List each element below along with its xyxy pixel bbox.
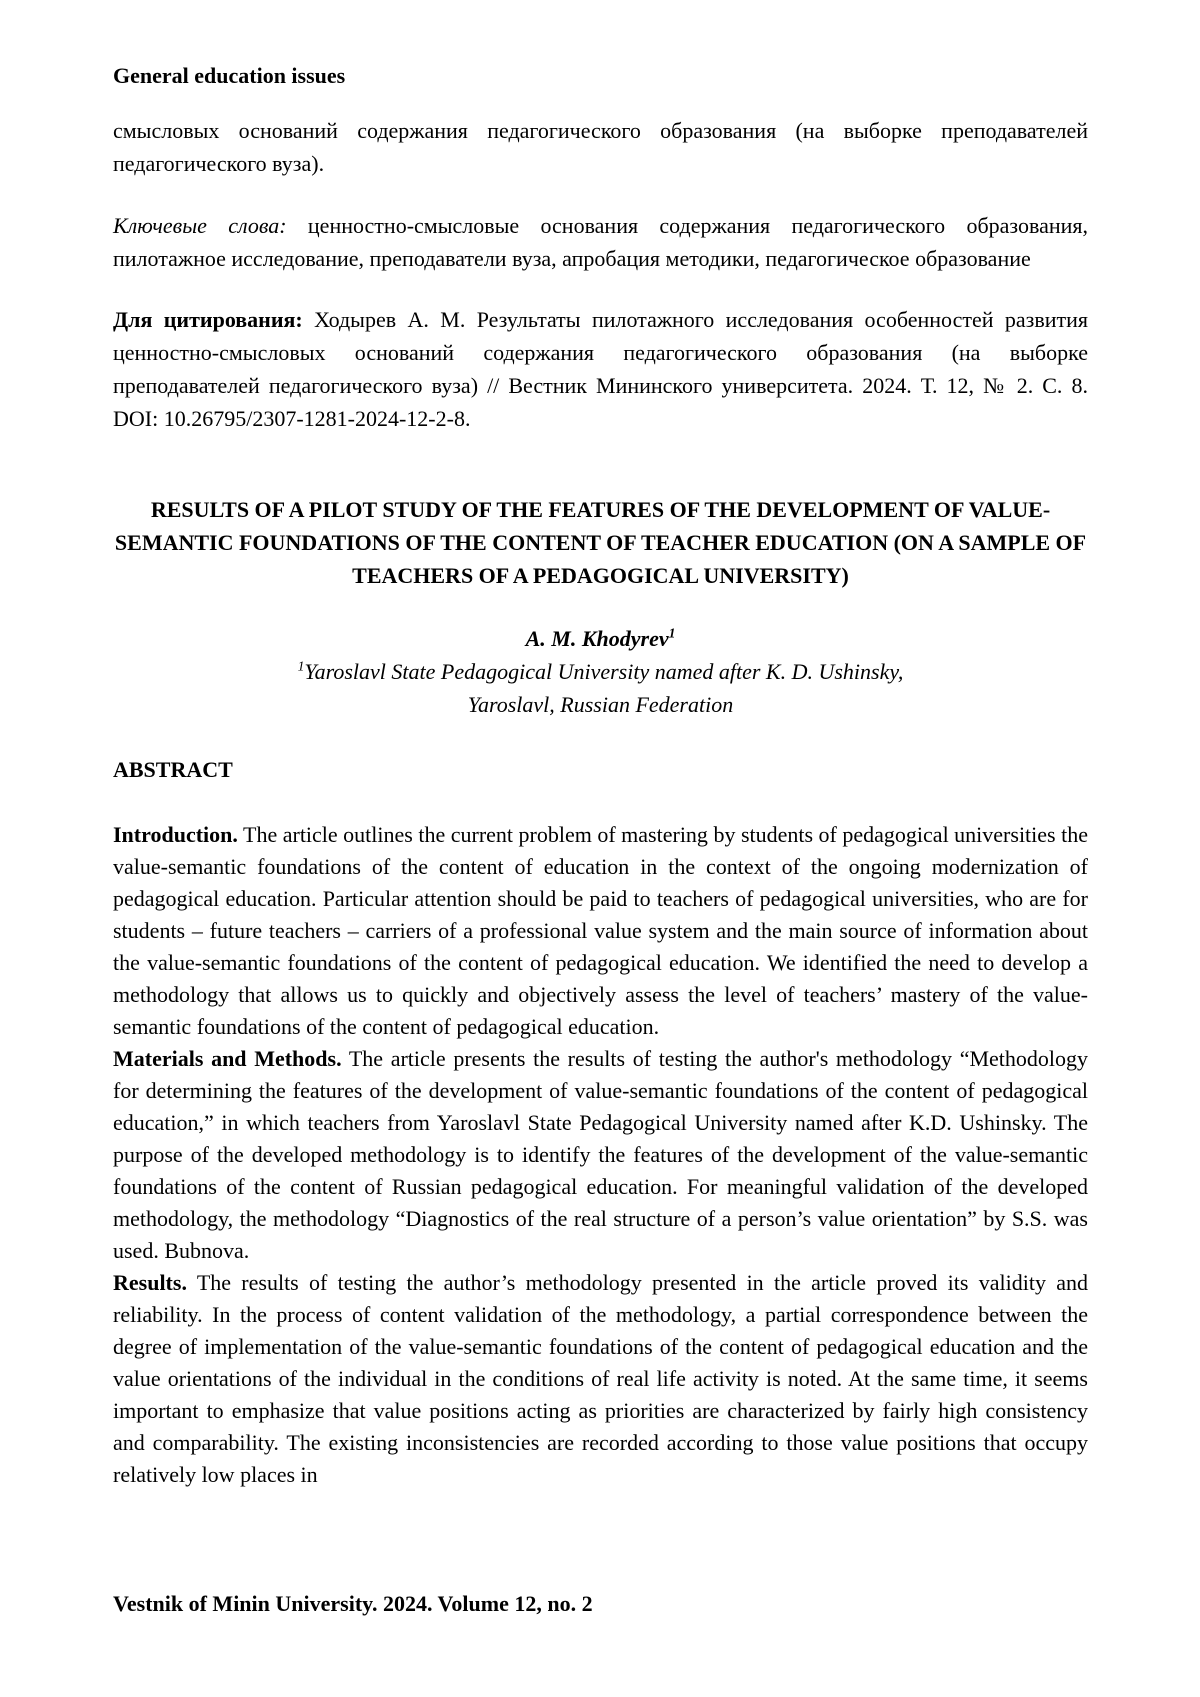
affiliation-line-1 xyxy=(113,655,1088,688)
affiliation-line-1-text: Yaroslavl State Pedagogical University named after K. D. Ushinsky, xyxy=(304,659,904,684)
byline-block xyxy=(113,622,1088,721)
citation-text: Ходырев А. М. Результаты пилотажного исследования особенностей развития ценностно-смысловых оснований содержания педагогического образования (на выборке преподавателей педагогического вуза) // Вестник Мининского университета. 2024. Т. 12, № 2. С. 8. DOI: 10.26795/2307-1281-2024-12-2-8. xyxy=(113,307,1088,431)
author-name-text: A. M. Khodyrev xyxy=(525,626,669,651)
keywords-label: Ключевые слова: xyxy=(113,213,287,238)
page-footer: Vestnik of Minin University. 2024. Volume 12, no. 2 xyxy=(113,1591,593,1616)
article-title: RESULTS OF A PILOT STUDY OF THE FEATURES OF THE DEVELOPMENT OF VALUE-SEMANTIC FOUNDATIONS OF THE CONTENT OF TEACHER EDUCATION (ON A SAMPLE OF TEACHERS OF A PEDAGOGICAL UNIVERSITY) xyxy=(114,497,1087,588)
abstract-materials-methods-label: Materials and Methods. xyxy=(113,1046,342,1071)
abstract-results-label: Results. xyxy=(113,1270,187,1295)
abstract-materials-methods-text: The article presents the results of testing the author's methodology “Methodology for determining the features of the development of value-semantic foundations of the content of pedagogical education,” in which teachers from Yaroslavl State Pedagogical University named after K.D. Ushinsky. The purpose of the developed methodology is to identify the features of the development of the value-semantic foundations of the content of Russian pedagogical education. For meaningful validation of the developed methodology, the methodology “Diagnostics of the real structure of a person’s value orientation” by S.S. was used. Bubnova. xyxy=(113,1046,1089,1263)
author-name xyxy=(113,622,1088,655)
abstract-heading: ABSTRACT xyxy=(113,757,233,782)
keywords-text: ценностно-смысловые основания содержания педагогического образования, пилотажное исследование, преподаватели вуза, апробация методики, педагогическое образование xyxy=(113,213,1089,271)
abstract-introduction-text: The article outlines the current problem of mastering by students of pedagogical universities the value-semantic foundations of the content of education in the context of the ongoing modernization of pedagogical education. Particular attention should be paid to teachers of pedagogical universities, who are for students – future teachers – carriers of a professional value system and the main source of information about the value-semantic foundations of the content of pedagogical education. We identified the need to develop a methodology that allows us to quickly and objectively assess the level of teachers’ mastery of the value-semantic foundations of the content of pedagogical education. xyxy=(113,822,1088,1039)
affiliation-superscript: 1 xyxy=(297,658,305,674)
keywords-paragraph xyxy=(113,209,1088,275)
abstract-results-text: The results of testing the author’s methodology presented in the article proved its validity and reliability. In the process of content validation of the methodology, a partial correspondence between the degree of implementation of the value-semantic foundations of the content of pedagogical education and the value orientations of the individual in the conditions of real life activity is noted. At the same time, it seems important to emphasize that value positions acting as priorities are characterized by fairly high consistency and comparability. The existing inconsistencies are recorded according to those value positions that occupy relatively low places in xyxy=(113,1270,1088,1487)
page-content xyxy=(113,0,1088,1491)
author-superscript: 1 xyxy=(668,625,676,641)
affiliation-line-2 xyxy=(113,688,1088,721)
abstract-materials-methods xyxy=(113,1043,1088,1267)
citation-label: Для цитирования: xyxy=(113,307,303,332)
abstract-introduction-label: Introduction. xyxy=(113,822,238,847)
abstract-introduction xyxy=(113,819,1088,1043)
abstract-results xyxy=(113,1267,1088,1491)
running-head: General education issues xyxy=(113,63,346,88)
affiliation-line-2-text: Yaroslavl, Russian Federation xyxy=(467,692,734,717)
citation-paragraph xyxy=(113,303,1088,435)
lead-paragraph: смысловых оснований содержания педагогического образования (на выборке преподавателей педагогического вуза). xyxy=(113,118,1088,176)
